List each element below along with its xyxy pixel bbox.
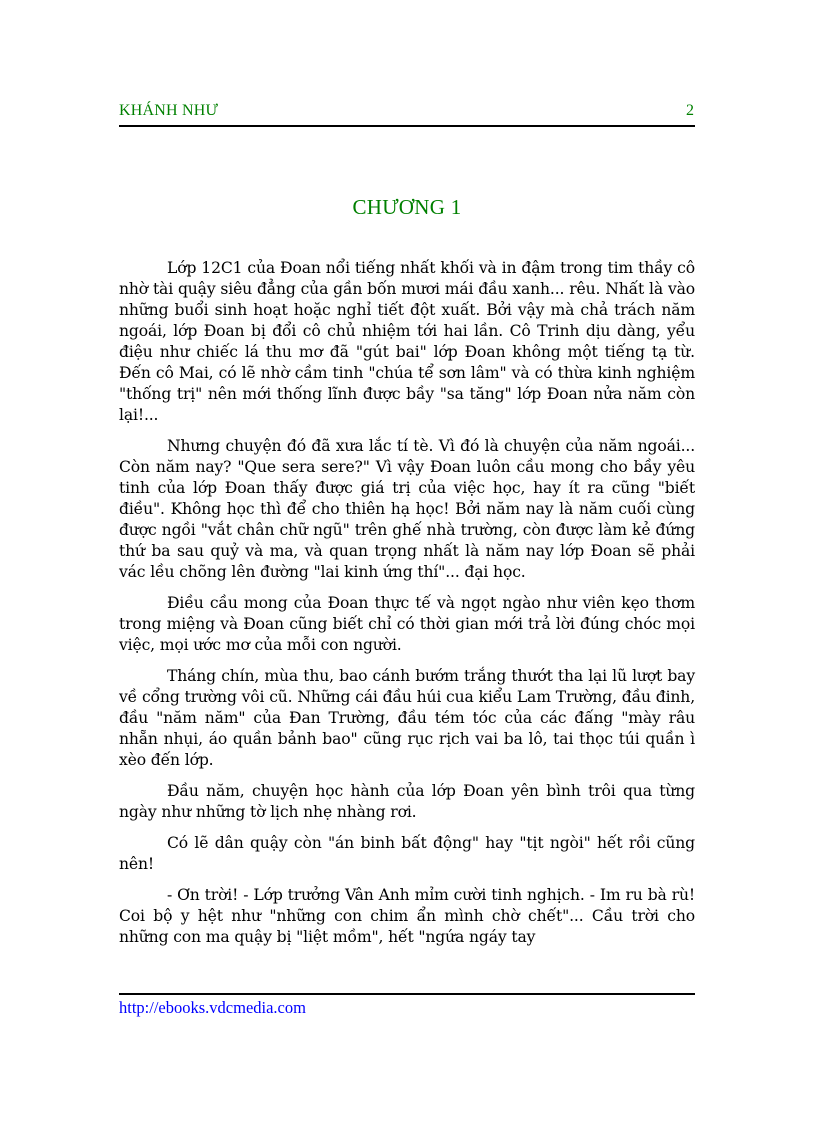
book-author: KHÁNH NHƯ bbox=[119, 102, 219, 119]
chapter-title: CHƯƠNG 1 bbox=[352, 195, 462, 219]
paragraph: Điều cầu mong của Đoan thực tế và ngọt ngào như viên kẹo thơm trong miệng và Đoan cũng biết chỉ có thời gian mới trả lời đúng chóc mọi việc, mọi ước mơ của mỗi con người. bbox=[119, 594, 695, 654]
paragraph: - Ơn trời! - Lớp trưởng Vân Anh mỉm cười tinh nghịch. - Im ru bà rù! Coi bộ y hệt như "những con chim ẩn mình chờ chết"... Cầu trời cho những con ma quậy bị "liệt mồm", hết "ngứa ngáy tay bbox=[119, 886, 695, 946]
paragraph: Có lẽ dân quậy còn "án binh bất động" hay "tịt ngòi" hết rồi cũng nên! bbox=[119, 834, 695, 873]
paragraph: Đầu năm, chuyện học hành của lớp Đoan yên bình trôi qua từng ngày như những tờ lịch nhẹ nhàng rơi. bbox=[119, 782, 695, 821]
chapter-body bbox=[119, 258, 695, 958]
page-number: 2 bbox=[686, 102, 694, 119]
page-footer bbox=[119, 993, 695, 1018]
paragraph: Tháng chín, mùa thu, bao cánh bướm trắng thướt tha lại lũ lượt bay về cổng trường vôi cũ. Những cái đầu húi cua kiểu Lam Trường, đầu đinh, đầu "năm năm" của Đan Trường, đầu tém tóc của các đấng "mày râu nhẵn nhụi, áo quần bảnh bao" cũng rục rịch vai ba lô, tai thọc túi quần ì xèo đến lớp. bbox=[119, 667, 695, 769]
paragraph: Lớp 12C1 của Đoan nổi tiếng nhất khối và in đậm trong tim thầy cô nhờ tài quậy siêu đẳng của gần bốn mươi mái đầu xanh... rêu. Nhất là vào những buổi sinh hoạt hoặc nghỉ tiết đột xuất. Bởi vậy mà chả trách năm ngoái, lớp Đoan bị đổi cô chủ nhiệm tới hai lần. Cô Trinh dịu dàng, yểu điệu như chiếc lá thu mơ đã "gút bai" lớp Đoan không một tiếng tạ từ. Đến cô Mai, có lẽ nhờ cầm tinh "chúa tể sơn lâm" và có thừa kinh nghiệm "thống trị" nên mới thống lĩnh được bầy "sa tăng" lớp Đoan nửa năm còn lại!... bbox=[119, 259, 695, 424]
footer-url-link[interactable]: http://ebooks.vdcmedia.com bbox=[119, 998, 306, 1017]
paragraph: Nhưng chuyện đó đã xưa lắc tí tè. Vì đó là chuyện của năm ngoái... Còn năm nay? "Que sera sere?" Vì vậy Đoan luôn cầu mong cho bầy yêu tinh của lớp Đoan thấy được giá trị của việc học, hay ít ra cũng "biết điều". Không học thì để cho thiên hạ học! Bởi năm nay là năm cuối cùng được ngồi "vắt chân chữ ngũ" trên ghế nhà trường, còn được làm kẻ đứng thứ ba sau quỷ và ma, và quan trọng nhất là năm nay lớp Đoan sẽ phải vác lều chõng lên đường "lai kinh ứng thí"... đại học. bbox=[119, 437, 695, 581]
page-header bbox=[119, 101, 695, 127]
